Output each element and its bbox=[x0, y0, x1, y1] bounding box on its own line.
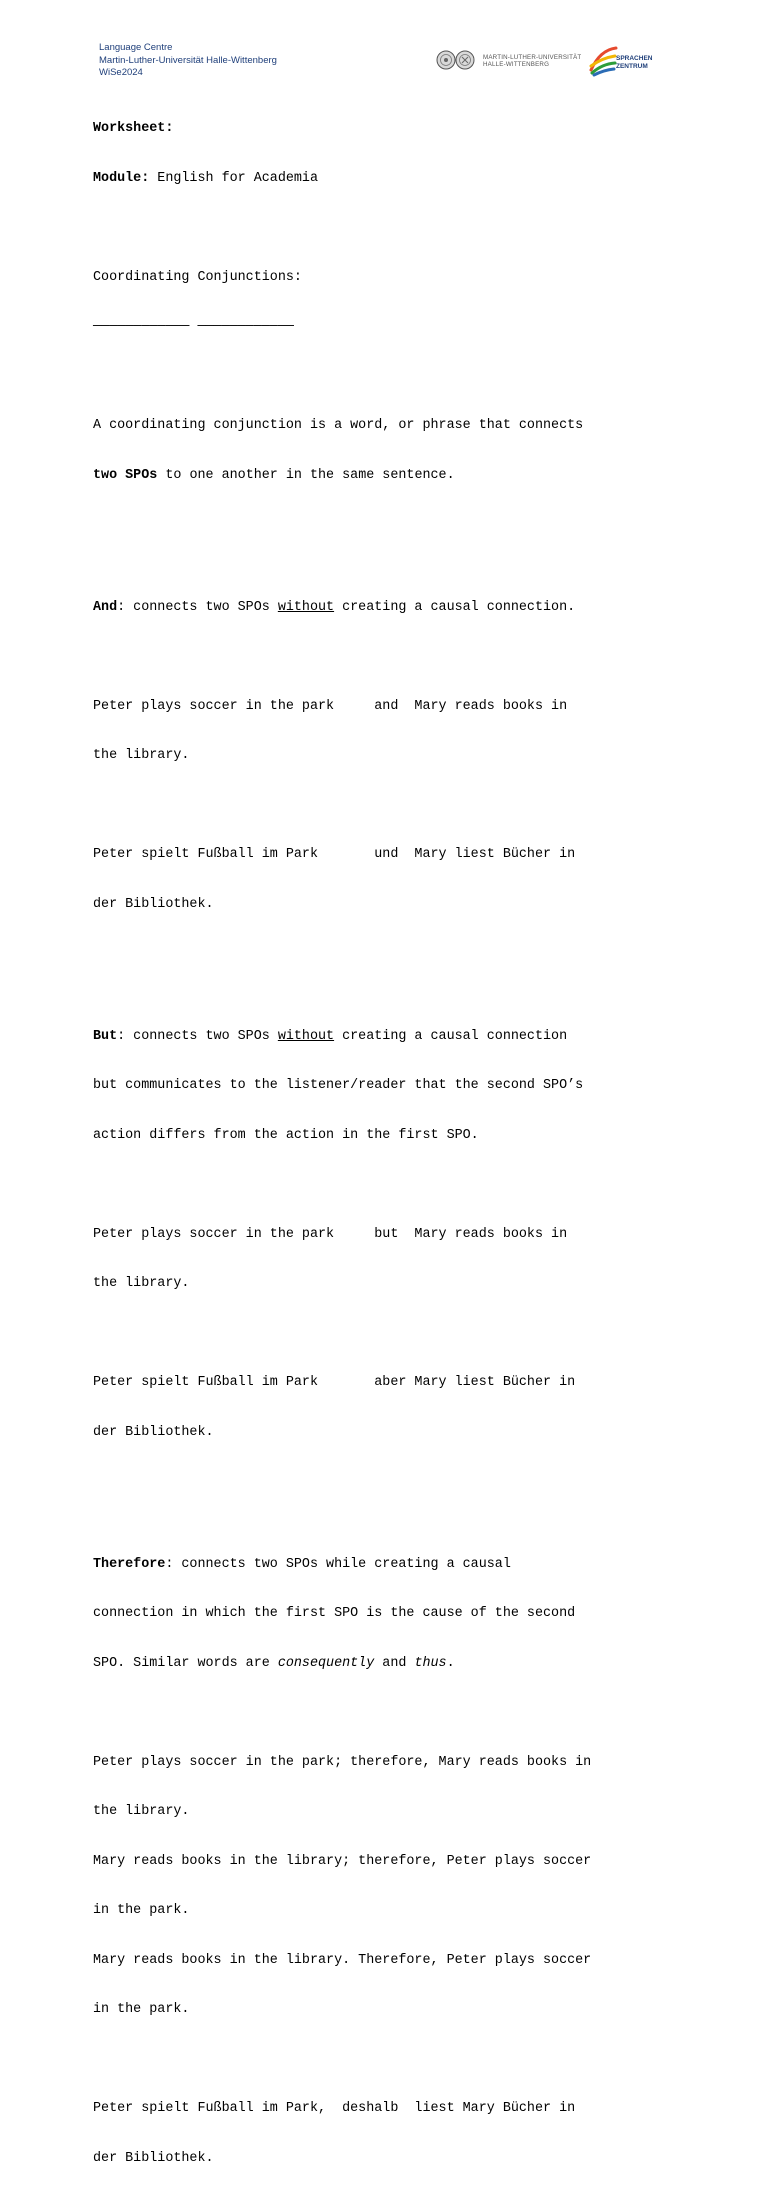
therefore-example-2b: in the park. bbox=[93, 1903, 190, 1918]
therefore-definition-3 bbox=[93, 1656, 693, 1673]
but-example-de-1: Peter spielt Fußball im Park aber Mary liest Bücher in bbox=[93, 1375, 576, 1390]
mlu-logo-text bbox=[483, 54, 581, 68]
therefore-synonym-consequently: consequently bbox=[277, 1655, 375, 1671]
but-def-part-b: creating a causal connection bbox=[334, 1028, 568, 1044]
but-definition-1 bbox=[93, 1029, 693, 1046]
therefore-def-part-1: : connects two SPOs while creating a causal bbox=[165, 1556, 511, 1572]
worksheet-title bbox=[93, 121, 693, 138]
therefore-example-de-2: der Bibliothek. bbox=[93, 2150, 214, 2166]
topic-divider: ———————————— ———————————— bbox=[93, 319, 294, 334]
and-def-part-a: : connects two SPOs bbox=[117, 599, 278, 615]
therefore-synonym-thus: thus bbox=[414, 1655, 447, 1671]
but-definition-2: but communicates to the listener/reader that the second SPO’s bbox=[93, 1078, 584, 1093]
and-example-de-2: der Bibliothek. bbox=[93, 896, 214, 912]
therefore-example-de-1: Peter spielt Fußball im Park, deshalb liest Mary Bücher in bbox=[93, 2101, 576, 2116]
therefore-term: Therefore bbox=[93, 1556, 166, 1572]
mlu-seal-icon bbox=[436, 47, 476, 73]
sprachenzentrum-swoosh-icon bbox=[588, 44, 618, 76]
but-term: But bbox=[93, 1028, 118, 1044]
module-line bbox=[93, 171, 693, 188]
therefore-definition-1 bbox=[93, 1557, 693, 1574]
worksheet-title-text: Worksheet: bbox=[93, 121, 174, 136]
institution-header bbox=[99, 42, 277, 80]
worksheet-body bbox=[93, 88, 693, 2200]
therefore-example-3b: in the park. bbox=[93, 2002, 190, 2017]
therefore-def-3b: and bbox=[374, 1655, 415, 1671]
and-def-underlined: without bbox=[277, 599, 335, 615]
sz-logo-line1: SPRACHEN bbox=[616, 55, 653, 62]
mlu-logo-line2: HALLE-WITTENBERG bbox=[483, 61, 550, 68]
but-example-en-1: Peter plays soccer in the park but Mary reads books in bbox=[93, 1226, 568, 1242]
therefore-example-1a: Peter plays soccer in the park; therefore, Mary reads books in bbox=[93, 1754, 592, 1770]
header-line-language-centre: Language Centre bbox=[99, 42, 173, 53]
but-def-part-a: : connects two SPOs bbox=[117, 1028, 278, 1044]
therefore-definition-2: connection in which the first SPO is the cause of the second bbox=[93, 1606, 576, 1621]
therefore-def-3a: SPO. Similar words are bbox=[93, 1655, 278, 1671]
intro-line-2 bbox=[93, 468, 693, 485]
sprachenzentrum-logo-text bbox=[616, 55, 652, 70]
intro-line-1: A coordinating conjunction is a word, or phrase that connects bbox=[93, 418, 584, 433]
intro-line-2-rest: to one another in the same sentence. bbox=[157, 467, 455, 483]
and-example-de-1: Peter spielt Fußball im Park und Mary liest Bücher in bbox=[93, 847, 576, 862]
therefore-def-3c: . bbox=[446, 1655, 455, 1671]
but-def-underlined: without bbox=[277, 1028, 335, 1044]
mlu-logo-line1: MARTIN-LUTHER-UNIVERSITÄT bbox=[483, 54, 582, 61]
therefore-example-1b: the library. bbox=[93, 1804, 190, 1819]
and-example-en-1: Peter plays soccer in the park and Mary reads books in bbox=[93, 698, 568, 714]
sz-logo-line2: ZENTRUM bbox=[616, 62, 648, 70]
intro-bold-term: two SPOs bbox=[93, 467, 158, 483]
and-term: And bbox=[93, 599, 118, 615]
and-def-part-b: creating a causal connection. bbox=[334, 599, 576, 615]
therefore-example-2a: Mary reads books in the library; therefore, Peter plays soccer bbox=[93, 1853, 592, 1869]
module-value: English for Academia bbox=[149, 170, 318, 186]
header-line-semester: WiSe2024 bbox=[99, 67, 143, 78]
therefore-example-3a: Mary reads books in the library. Therefore, Peter plays soccer bbox=[93, 1952, 592, 1968]
but-example-de-2: der Bibliothek. bbox=[93, 1424, 214, 1440]
and-definition bbox=[93, 600, 693, 617]
but-example-en-2: the library. bbox=[93, 1276, 190, 1291]
and-example-en-2: the library. bbox=[93, 748, 190, 763]
header-line-university: Martin-Luther-Universität Halle-Wittenberg bbox=[99, 54, 277, 66]
topic-heading: Coordinating Conjunctions: bbox=[93, 269, 302, 285]
but-definition-3: action differs from the action in the first SPO. bbox=[93, 1127, 479, 1143]
logo-bar bbox=[436, 44, 666, 78]
module-label: Module: bbox=[93, 170, 150, 186]
